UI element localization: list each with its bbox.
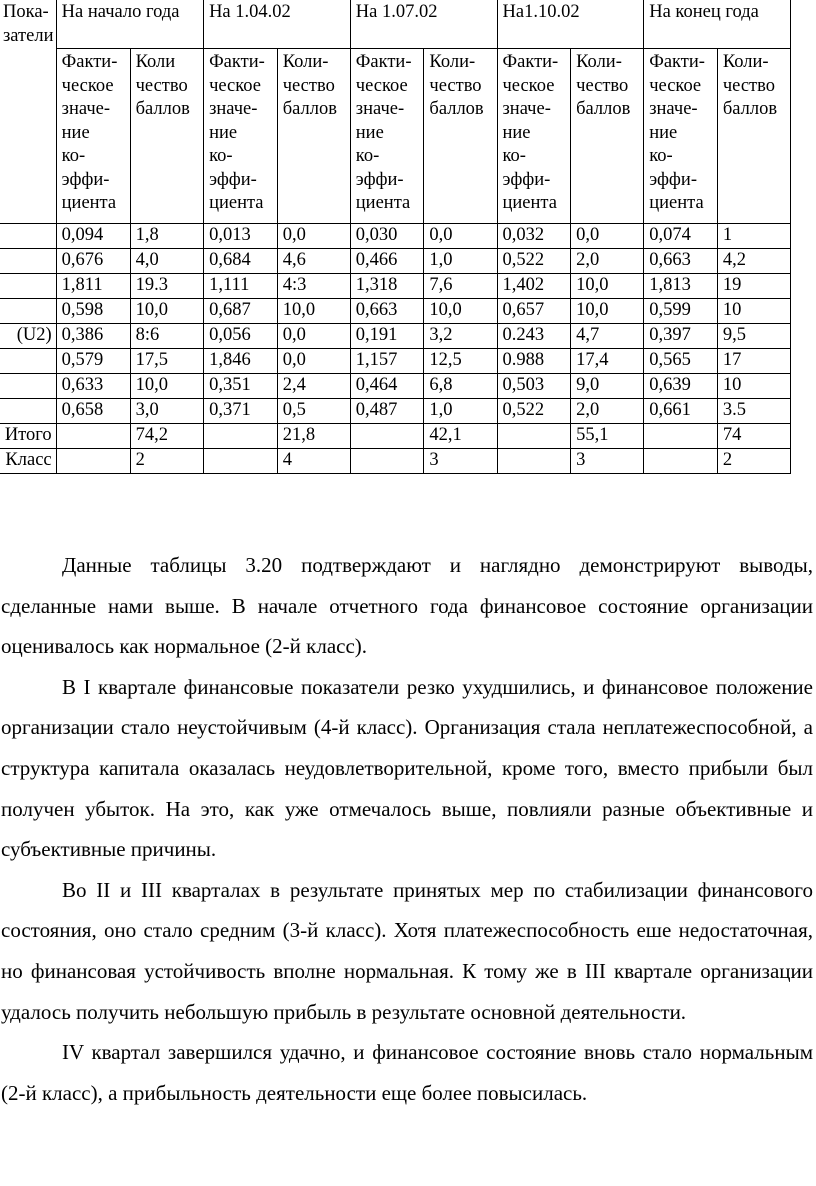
subheader-line: эффи- [209, 169, 257, 190]
corner-header-line: затели [3, 25, 54, 46]
period-header: На начало года [56, 0, 203, 49]
subheader-line: Факти- [649, 52, 705, 72]
row-label-cell [0, 274, 56, 299]
actual-value-cell: 1,846 [204, 349, 278, 374]
table-row [0, 299, 791, 324]
actual-value-cell: 0,565 [644, 349, 718, 374]
subheader-line: чество [722, 75, 775, 96]
subheader-points [277, 49, 350, 224]
row-label-cell [0, 224, 56, 249]
points-cell: 3,2 [424, 324, 497, 349]
actual-value-cell: 0,397 [644, 324, 718, 349]
actual-value-cell: 0,658 [56, 399, 130, 424]
actual-value-cell: 0,639 [644, 374, 718, 399]
subheader-line: ко- [355, 146, 380, 166]
subheader-points [424, 49, 497, 224]
points-cell: 0,0 [277, 224, 350, 249]
paragraph: IV квартал завершился удачно, и финансовое состояние вновь стало нормальным (2-й класс), а прибыльность деятельности еще более повысилась. [1, 1040, 813, 1105]
actual-value-cell [497, 424, 571, 449]
table-row [0, 424, 791, 449]
subheader-line: значе- [502, 99, 551, 119]
subheader-line: ческое [209, 75, 261, 96]
points-cell: 4 [277, 449, 350, 474]
subheader-line: Факти- [502, 52, 559, 72]
points-cell: 9,0 [571, 374, 644, 399]
period-header: На 1.04.02 [204, 0, 351, 49]
actual-value-cell: 0,030 [350, 224, 424, 249]
actual-value-cell: 0,032 [497, 224, 571, 249]
actual-value-cell: 0,056 [204, 324, 278, 349]
points-cell: 17,4 [571, 349, 644, 374]
points-cell: 0,0 [277, 349, 350, 374]
subheader-line: баллов [135, 99, 190, 119]
points-cell: 2,0 [571, 249, 644, 274]
subheader-line: ко- [502, 146, 526, 166]
points-cell: 19 [717, 274, 790, 299]
points-cell: 12,5 [424, 349, 497, 374]
table-row [0, 374, 791, 399]
subheader-line: баллов [282, 99, 337, 119]
actual-value-cell [644, 449, 718, 474]
points-cell: 10,0 [571, 299, 644, 324]
period-header: На конец года [644, 0, 791, 49]
row-label-cell [0, 249, 56, 274]
corner-header-cell [0, 0, 56, 224]
actual-value-cell: 1,111 [204, 274, 278, 299]
subheader-line: Факти- [209, 52, 265, 72]
points-cell: 10 [717, 374, 790, 399]
row-label-cell [0, 374, 56, 399]
row-label-cell: Класс [0, 449, 56, 474]
points-cell: 3,0 [130, 399, 203, 424]
points-cell: 42,1 [424, 424, 497, 449]
points-cell: 3.5 [717, 399, 790, 424]
points-cell: 0,0 [424, 224, 497, 249]
subheader-line: ческое [502, 75, 555, 96]
table-row [0, 249, 791, 274]
table-row [0, 224, 791, 249]
subheader-line: ние [502, 122, 531, 143]
actual-value-cell: 0,094 [56, 224, 130, 249]
table-row [0, 324, 791, 349]
points-cell: 17 [717, 349, 790, 374]
subheader-line: циента [502, 193, 557, 213]
table-row [0, 399, 791, 424]
actual-value-cell: 0,371 [204, 399, 278, 424]
points-cell: 10,0 [571, 274, 644, 299]
corner-header-line: Пока- [3, 2, 49, 22]
subheader-line: ко- [649, 146, 673, 166]
actual-value-cell: 0,663 [644, 249, 718, 274]
points-cell: 74 [717, 424, 790, 449]
subheader-line: циента [209, 193, 264, 213]
subheader-line: Коли- [282, 52, 329, 72]
points-cell: 4:3 [277, 274, 350, 299]
actual-value-cell: 0,464 [350, 374, 424, 399]
actual-value-cell: 1,402 [497, 274, 571, 299]
points-cell: 7,6 [424, 274, 497, 299]
subheader-line: ние [209, 122, 238, 143]
actual-value-cell: 0.988 [497, 349, 571, 374]
actual-value-cell: 0,351 [204, 374, 278, 399]
actual-value-cell: 0,676 [56, 249, 130, 274]
actual-value-cell [56, 424, 130, 449]
actual-value-cell: 0,657 [497, 299, 571, 324]
subheader-actual-value [204, 49, 278, 224]
row-label-cell [0, 399, 56, 424]
table-row [0, 449, 791, 474]
points-cell: 3 [571, 449, 644, 474]
points-cell: 4,0 [130, 249, 203, 274]
subheader-line: Коли- [429, 52, 476, 72]
subheader-line: Коли- [576, 52, 622, 72]
actual-value-cell: 0,684 [204, 249, 278, 274]
actual-value-cell: 1,318 [350, 274, 424, 299]
subheader-line: Коли- [722, 52, 769, 72]
subheader-line: Факти- [355, 52, 412, 72]
actual-value-cell: 1,813 [644, 274, 718, 299]
actual-value-cell [497, 449, 571, 474]
subheader-line: баллов [576, 99, 631, 119]
subheader-line: значе- [649, 99, 698, 119]
points-cell: 1,0 [424, 249, 497, 274]
subheader-line: ческое [649, 75, 702, 96]
actual-value-cell: 0,633 [56, 374, 130, 399]
points-cell: 9,5 [717, 324, 790, 349]
subheader-line: ческое [355, 75, 408, 96]
subheader-line: чество [282, 75, 335, 96]
actual-value-cell: 0,598 [56, 299, 130, 324]
subheader-line: эффи- [61, 169, 110, 190]
points-cell: 2 [130, 449, 203, 474]
points-cell: 10,0 [277, 299, 350, 324]
points-cell: 0,0 [277, 324, 350, 349]
actual-value-cell: 0,191 [350, 324, 424, 349]
actual-value-cell [204, 449, 278, 474]
subheader-line: значе- [61, 99, 110, 119]
subheader-line: ко- [61, 146, 86, 166]
points-cell: 19.3 [130, 274, 203, 299]
table-subheader-row [0, 49, 791, 224]
subheader-points [571, 49, 644, 224]
points-cell: 0,5 [277, 399, 350, 424]
subheader-line: Факти- [61, 52, 118, 72]
financial-indicators-table [0, 0, 791, 474]
paragraph: Данные таблицы 3.20 подтверждают и наглядно демонстрируют выводы, сделанные нами выше. В начале отчетного года финансовое состояние организации оценивалось как нормальное (2-й класс). [1, 553, 813, 659]
actual-value-cell: 1,157 [350, 349, 424, 374]
subheader-line: ние [649, 122, 678, 143]
actual-value-cell [644, 424, 718, 449]
actual-value-cell: 0,522 [497, 249, 571, 274]
subheader-line: циента [649, 193, 704, 213]
row-label-cell: (U2) [0, 324, 56, 349]
points-cell: 74,2 [130, 424, 203, 449]
actual-value-cell [56, 449, 130, 474]
subheader-line: баллов [722, 99, 778, 119]
points-cell: 2 [717, 449, 790, 474]
subheader-line: чество [576, 75, 629, 96]
points-cell: 2,4 [277, 374, 350, 399]
points-cell: 8:6 [130, 324, 203, 349]
subheader-points [717, 49, 790, 224]
subheader-line: ние [355, 122, 384, 143]
subheader-actual-value [350, 49, 424, 224]
subheader-line: циента [355, 193, 411, 213]
actual-value-cell: 0,661 [644, 399, 718, 424]
row-label-cell: Итого [0, 424, 56, 449]
subheader-points [130, 49, 203, 224]
row-label-cell [0, 349, 56, 374]
actual-value-cell [350, 449, 424, 474]
points-cell: 10,0 [424, 299, 497, 324]
subheader-line: чество [135, 75, 188, 96]
row-label-cell [0, 299, 56, 324]
subheader-line: Коли [135, 52, 176, 72]
points-cell: 1,0 [424, 399, 497, 424]
points-cell: 10,0 [130, 374, 203, 399]
actual-value-cell: 0,386 [56, 324, 130, 349]
actual-value-cell: 0,466 [350, 249, 424, 274]
subheader-line: ние [61, 122, 90, 143]
period-header: На1.10.02 [497, 0, 644, 49]
table-row [0, 349, 791, 374]
points-cell: 21,8 [277, 424, 350, 449]
actual-value-cell: 0,503 [497, 374, 571, 399]
points-cell: 4,7 [571, 324, 644, 349]
subheader-line: чество [429, 75, 482, 96]
points-cell: 17,5 [130, 349, 203, 374]
subheader-line: ческое [61, 75, 114, 96]
actual-value-cell: 0,687 [204, 299, 278, 324]
subheader-line: значе- [209, 99, 258, 119]
points-cell: 4,2 [717, 249, 790, 274]
points-cell: 6,8 [424, 374, 497, 399]
paragraph: В I квартале финансовые показатели резко ухудшились, и финансовое положение организации стало неустойчивым (4-й класс). Организация стала неплатежеспособной, а структура капитала оказалась неудовлетворительной, кроме того, вместо прибыли был получен убыток. На это, как уже отмечалось выше, повлияли разные объективные и субъективные причины. [1, 674, 813, 862]
actual-value-cell: 0,599 [644, 299, 718, 324]
actual-value-cell: 0,579 [56, 349, 130, 374]
subheader-line: ко- [209, 146, 233, 166]
period-header: На 1.07.02 [350, 0, 497, 49]
points-cell: 1,8 [130, 224, 203, 249]
actual-value-cell [350, 424, 424, 449]
actual-value-cell: 0,663 [350, 299, 424, 324]
points-cell: 10 [717, 299, 790, 324]
points-cell: 3 [424, 449, 497, 474]
subheader-line: эффи- [502, 169, 551, 190]
points-cell: 0,0 [571, 224, 644, 249]
actual-value-cell: 0,522 [497, 399, 571, 424]
subheader-actual-value [644, 49, 718, 224]
actual-value-cell: 0,013 [204, 224, 278, 249]
actual-value-cell: 1,811 [56, 274, 130, 299]
subheader-line: баллов [429, 99, 484, 119]
points-cell: 4,6 [277, 249, 350, 274]
table-header-row [0, 0, 791, 49]
paragraph: Во II и III кварталах в результате принятых мер по стабилизации финансового состояния, оно стало средним (3-й класс). Хотя платежеспособность еше недостаточная, но финансовая устойчивость вполне нормальная. К тому же в III квартале организации удалось получить небольшую прибыль в результате основной деятельности. [1, 877, 813, 1024]
subheader-line: значе- [355, 99, 405, 119]
actual-value-cell: 0,074 [644, 224, 718, 249]
actual-value-cell: 0.243 [497, 324, 571, 349]
subheader-actual-value [497, 49, 571, 224]
subheader-line: эффи- [649, 169, 697, 190]
subheader-line: эффи- [355, 169, 404, 190]
table-row [0, 274, 791, 299]
points-cell: 55,1 [571, 424, 644, 449]
points-cell: 10,0 [130, 299, 203, 324]
subheader-line: циента [61, 193, 117, 213]
actual-value-cell: 0,487 [350, 399, 424, 424]
points-cell: 2,0 [571, 399, 644, 424]
body-text [1, 545, 813, 1113]
subheader-actual-value [56, 49, 130, 224]
points-cell: 1 [717, 224, 790, 249]
actual-value-cell [204, 424, 278, 449]
